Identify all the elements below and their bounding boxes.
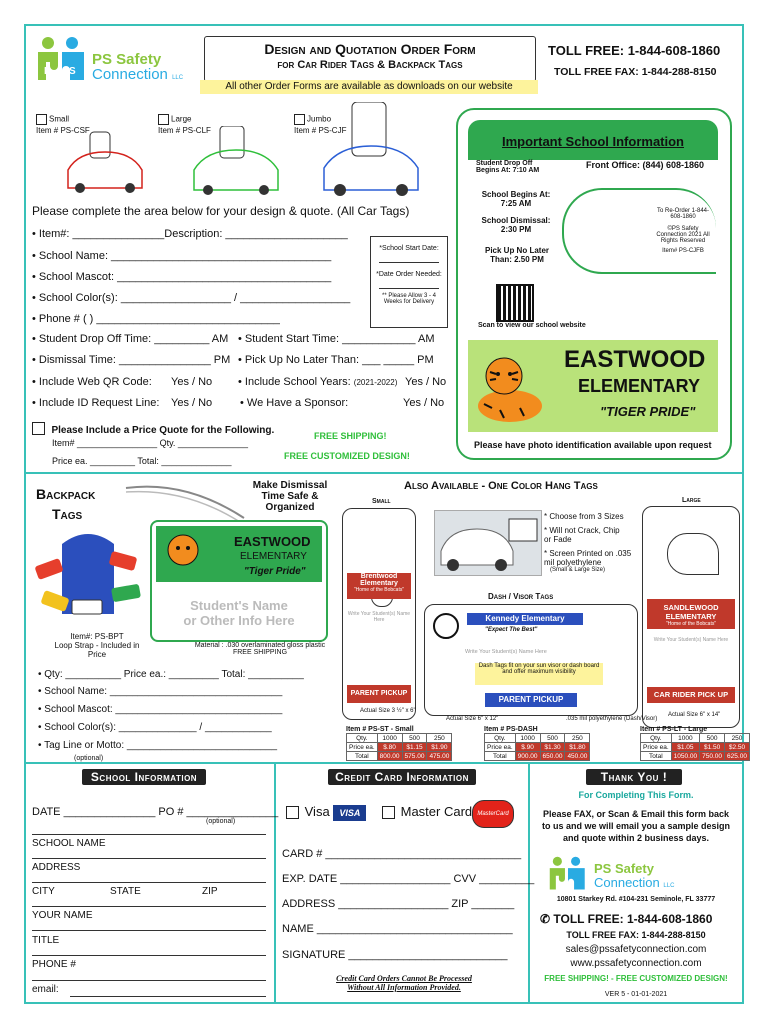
school-mascot-field[interactable]: • School Mascot: ___________________________________ (32, 271, 332, 283)
visa-option[interactable]: Visa VISA (286, 804, 366, 821)
backpack-promo: Make Dismissal Time Safe & Organized (252, 480, 328, 513)
divider (24, 472, 744, 474)
checkbox-icon[interactable] (382, 806, 395, 819)
checkbox-icon[interactable] (32, 422, 45, 435)
email-label: email: (32, 984, 59, 995)
svg-text:P: P (44, 66, 51, 77)
credit-card-title: Credit Card Information (328, 769, 476, 785)
car-small-icon (60, 130, 150, 205)
start-date-input[interactable] (379, 262, 439, 263)
delivery-note: ** Please Allow 3 - 4 Weeks for Delivery (381, 293, 437, 305)
footer-website[interactable]: www.pssafetyconnection.com (570, 958, 702, 969)
school-banner: EASTWOOD ELEMENTARY "TIGER PRIDE" (468, 340, 718, 432)
zip-label: ZIP (202, 886, 218, 897)
pickup-time-field[interactable]: • Pick Up No Later Than: ___ _____ PM (238, 354, 434, 366)
free-design-note: FREE CUSTOMIZED DESIGN! (284, 451, 410, 461)
visa-logo-icon: VISA (333, 805, 366, 821)
backpack-qty-field[interactable]: • Qty: __________ Price ea.: _________ Total: __________ (38, 669, 304, 680)
form-subtitle: for Car Rider Tags & Backpack Tags (277, 59, 463, 71)
your-name-label: YOUR NAME (32, 910, 93, 921)
sponsor-yes-no[interactable]: Yes / No (403, 397, 445, 409)
signature-field[interactable]: SIGNATURE __________________________ (282, 949, 508, 961)
mastercard-option[interactable]: Master Card (382, 804, 472, 819)
sample-jumbo-tag: Important School Information Student Drop Off Begins At: 7:10 AM Front Office: (844) 608-1860 School Begins At: 7:25 AM School Dismissal: 2:30 PM Pick Up No Later Than: 2.50 PM To Re-Order 1-844-608-1860 ©PS Safety Connection 2021 All Rights Reserved Item# PS-CJFB Scan to view our school website EASTWOOD ELEMENTARY "TIGER PRIDE" Please have photo identification available upon request (456, 108, 732, 460)
checkbox-icon[interactable] (294, 114, 305, 125)
backpack-item: Item#: PS-BPT Loop Strap - Included in Price (54, 632, 140, 659)
exp-cvv-field[interactable]: EXP. DATE __________________ CVV _________ (282, 873, 535, 885)
also-available-title: Also Available - One Color Hang Tags (404, 480, 598, 492)
backpack-title: Backpack Tags (36, 486, 96, 522)
backpack-photo-icon (32, 524, 144, 624)
id-request-label: • Include ID Request Line: (32, 397, 160, 409)
address-label: ADDRESS (32, 862, 81, 873)
start-date-label: *School Start Date: (379, 245, 439, 252)
footer-fax: TOLL FREE FAX: 1-844-288-8150 (566, 930, 706, 940)
phone-label: PHONE # (32, 959, 76, 970)
dismissal-time-field[interactable]: • Dismissal Time: _______________ PM (32, 354, 231, 366)
tiger-mascot-icon (162, 530, 204, 583)
address-input[interactable] (32, 882, 266, 883)
qr-code-icon (496, 284, 534, 322)
form-intro: Please complete the area below for your design & quote. (All Car Tags) (32, 204, 410, 218)
mascot-icon (429, 611, 463, 646)
backpack-tag-sample: EASTWOOD ELEMENTARY "Tiger Pride" Student's Name or Other Info Here (150, 520, 328, 642)
title-input[interactable] (32, 955, 266, 956)
school-colors-field[interactable]: • School Color(s): __________________ / __________________ (32, 292, 351, 304)
quote-item-field[interactable]: Item# ________________ Qty. ______________ (52, 438, 249, 448)
brand-name: PS Safety Connection LLC (92, 51, 184, 83)
footer-free: FREE SHIPPING! - FREE CUSTOMIZED DESIGN! (544, 974, 728, 983)
phone-input[interactable] (32, 980, 266, 981)
features-list: * Choose from 3 Sizes * Will not Crack, Chip or Fade * Screen Printed on .035 mil polyethylene (Small & Large Size) (544, 512, 632, 573)
sponsor-label: • We Have a Sponsor: (240, 397, 349, 409)
quote-price-field[interactable]: Price ea. _________ Total: ______________ (52, 456, 232, 466)
school-years-label: • Include School Years: (2021-2022) (238, 376, 398, 388)
size-jumbo[interactable]: Jumbo Item # PS-CJF (294, 114, 347, 135)
po-optional: (optional) (206, 818, 236, 825)
phone-icon: ✆ (540, 912, 551, 926)
title-label: TITLE (32, 935, 60, 946)
checkbox-icon[interactable] (36, 114, 47, 125)
city-label: CITY (32, 886, 55, 897)
school-name-field[interactable]: • School Name: ____________________________________ (32, 250, 332, 262)
cardholder-name-field[interactable]: NAME ________________________________ (282, 923, 513, 935)
tiger-mascot-icon (474, 346, 546, 426)
toll-free-fax: TOLL FREE FAX: 1-844-288-8150 (554, 66, 717, 78)
start-time-field[interactable]: • Student Start Time: ____________ AM (238, 333, 435, 345)
date-needed-input[interactable] (379, 288, 439, 289)
thank-you-title: Thank You ! (586, 769, 682, 785)
dash-tag: Kennedy Elementary "Expect The Best" Write Your Student(s) Name Here Dash Tags fit on your sun visor or dash board and offer maximum visibility PARENT PICKUP (424, 604, 638, 716)
company-address: 10801 Starkey Rd. #104-231 Seminole, FL 33777 (556, 896, 716, 903)
phone-field[interactable]: • Phone # ( ) ______________________________ (32, 313, 280, 325)
price-table-dash: Item # PS-DASH Qty. 1000 500 250 Price ea. $.90 $1.30 $1.80 Total 900.00 650.00 450.00 (484, 726, 590, 761)
backpack-mascot-field[interactable]: • School Mascot: ______________________________ (38, 704, 283, 715)
size-large[interactable]: Large Item # PS-CLF (158, 114, 211, 135)
car-visor-photo-icon (434, 510, 542, 576)
date-needed-label: *Date Order Needed: (376, 271, 442, 278)
tag-header: Important School Information (468, 120, 718, 160)
brand-name: PS Safety Connection LLC (594, 861, 675, 890)
car-jumbo-icon (316, 102, 426, 207)
id-request-yes-no[interactable]: Yes / No (171, 397, 213, 409)
checkbox-icon[interactable] (158, 114, 169, 125)
checkbox-icon[interactable] (286, 806, 299, 819)
divider (274, 762, 276, 1004)
school-years-yes-no[interactable]: Yes / No (405, 376, 447, 388)
backpack-colors-field[interactable]: • School Color(s): ______________ / ____________ (38, 722, 272, 733)
downloads-note: All other Order Forms are available as downloads on our website (200, 80, 538, 94)
tagline-optional: (optional) (74, 755, 104, 762)
mastercard-logo-icon: MasterCard (472, 800, 514, 828)
card-number-field[interactable]: CARD # ________________________________ (282, 848, 522, 860)
school-info-title: School Information (82, 769, 206, 785)
small-hang-tag: Brentwood Elementary "Home of the Bobcats" Write Your Student(s) Name Here PARENT PICKUP (342, 508, 416, 720)
price-table-large: Item # PS-LT - Large Qty. 1000 500 250 Price ea. $1.05 $1.50 $2.50 Total 1050.00 750.00 625.00 (640, 726, 750, 761)
thank-you-message: Please FAX, or Scan & Email this form back to us and we will email you a sample design and quote within 2 business days. (541, 809, 731, 843)
small-label: Small (372, 498, 391, 505)
for-completing: For Completing This Form. (578, 790, 694, 800)
school-name-input[interactable] (32, 858, 266, 859)
free-shipping-note: FREE SHIPPING! (314, 431, 387, 441)
dash-title: Dash / Visor Tags (488, 592, 554, 601)
footer-email[interactable]: sales@pssafetyconnection.com (565, 944, 707, 955)
size-small[interactable]: Small Item # PS-CSF (36, 114, 90, 135)
brand-logo-icon (36, 36, 88, 86)
svg-text:S: S (69, 66, 76, 77)
car-large-icon (186, 126, 286, 205)
email-input[interactable] (70, 996, 266, 997)
backpack-tagline-field[interactable]: • Tag Line or Motto: ___________________________ (38, 740, 278, 751)
version: VER 5 - 01-01-2021 (604, 991, 668, 998)
price-quote-checkbox[interactable]: Please Include a Price Quote for the Following. (32, 420, 274, 438)
school-name-label: SCHOOL NAME (32, 838, 106, 849)
web-qr-label: • Include Web QR Code: (32, 376, 152, 388)
web-qr-yes-no[interactable]: Yes / No (171, 376, 213, 388)
large-hang-tag: SANDLEWOOD ELEMENTARY "Home of the Bobcats" Write Your Student(s) Name Here CAR RIDER PICK UP (642, 506, 740, 728)
brand-logo-icon (548, 856, 588, 894)
price-table-small: Item # PS-ST - Small Qty. 1000 500 250 Price ea. $.80 $1.15 $1.90 Total 800.00 575.00 475.00 (346, 726, 452, 761)
dates-box (370, 236, 448, 328)
state-label: STATE (110, 886, 141, 897)
footer-toll-free: ✆ TOLL FREE: 1-844-608-1860 (540, 912, 713, 926)
divider (24, 762, 744, 764)
date-po-field[interactable]: DATE _______________ PO # _______________ (32, 806, 279, 818)
large-label: Large (682, 497, 701, 504)
toll-free-phone: TOLL FREE: 1-844-608-1860 (548, 43, 721, 58)
your-name-input[interactable] (32, 930, 266, 931)
credit-card-note: Credit Card Orders Cannot Be Processed Without All Information Provided. (336, 974, 472, 992)
item-field[interactable]: • Item#: _______________Description: ____________________ (32, 228, 348, 240)
drop-off-time-field[interactable]: • Student Drop Off Time: _________ AM (32, 333, 229, 345)
billing-address-field[interactable]: ADDRESS __________________ ZIP _______ (282, 898, 515, 910)
city-state-zip-input[interactable] (32, 906, 266, 907)
form-title-box (204, 36, 536, 82)
form-title: Design and Quotation Order Form (264, 41, 476, 57)
backpack-material: Material : .030 overlaminated gloss plastic FREE SHIPPING (194, 642, 326, 656)
backpack-school-name-field[interactable]: • School Name: _______________________________ (38, 686, 283, 697)
